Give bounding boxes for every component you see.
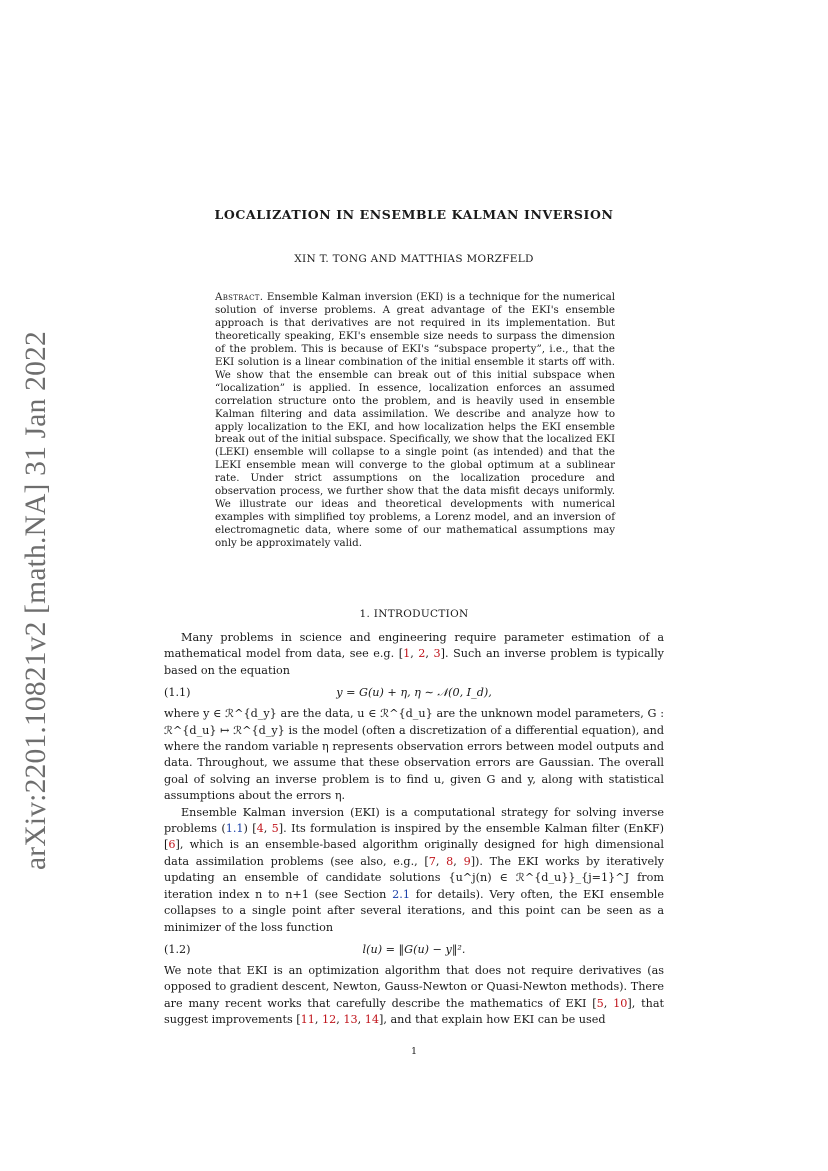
citation-1[interactable]: 1 — [403, 647, 411, 661]
citation-4[interactable]: 4 — [256, 822, 264, 836]
abstract — [215, 291, 615, 550]
citation-13[interactable]: 13 — [343, 1013, 358, 1027]
citation-8[interactable]: 8 — [446, 854, 454, 868]
equation-1-1 — [164, 679, 664, 706]
abstract-heading: Abstract. — [215, 291, 264, 303]
arxiv-identifier: arXiv:2201.10821v2 [math.NA] 31 Jan 2022 — [20, 331, 52, 870]
citation-2[interactable]: 2 — [418, 647, 426, 661]
paragraph-4: We note that EKI is an optimization algorithm that does not require derivatives (as opposed to gradient descent, Newton, Gauss-Newton or Quasi-Newton methods). There are many recent works that carefully describe the mathematics of EKI [5, 10], that suggest improvements [11, 12, 13, 14], and that explain how EKI can be used — [164, 963, 665, 1027]
citation-14[interactable]: 14 — [364, 1013, 380, 1027]
abstract-text: Ensemble Kalman inversion (EKI) is a technique for the numerical solution of inverse problems. A great advantage of the EKI's ensemble approach is that derivatives are not required in its implementation. But theoretically speaking, EKI's ensemble size needs to surpass the dimension of the problem. This is because of EKI's “subspace property”, i.e., that the EKI solution is a linear combination of the initial ensemble it starts off with. We show that the ensemble can break out of this initial subspace when “localization” is applied. In essence, localization enforces an assumed correlation structure onto the problem, and is heavily used in ensemble Kalman filtering and data assimilation. We describe and analyze how to apply localization to the EKI, and how localization helps the EKI ensemble break out of the initial subspace. Specifically, we show that the localized EKI (LEKI) ensemble will collapse to a single point (as intended) and that the LEKI ensemble mean will converge to the global optimum at a sublinear rate. Under strict assumptions on the localization procedure and observation process, we further show that the data misfit decays uniformly. We illustrate our ideas and theoretical developments with numerical examples with simplified toy problems, a Lorenz model, and an inversion of electromagnetic data, where some of our mathematical assumptions may only be approximately valid. — [215, 291, 616, 550]
citation-12[interactable]: 12 — [322, 1013, 337, 1027]
equation-number: (1.2) — [164, 942, 191, 956]
equation-reference[interactable]: 1.1 — [225, 822, 244, 836]
citation-5[interactable]: 5 — [271, 822, 279, 836]
citation-10[interactable]: 10 — [613, 996, 628, 1010]
citation-11[interactable]: 11 — [300, 1013, 315, 1027]
section-reference[interactable]: 2.1 — [392, 887, 410, 901]
equation-1-2 — [164, 936, 664, 963]
paragraph-1: Many problems in science and engineering require parameter estimation of a mathematical model from data, see e.g. [1, 2, 3]. Such an inverse problem is typically based on the equation — [164, 631, 664, 677]
paragraph-2: where y ∈ ℛ^{d_y} are the data, u ∈ ℛ^{d_u} are the unknown model parameters, G : ℛ^{d_u} ↦ ℛ^{d_y} is the model (often a discretization of a differential equation), and where the random variable η represents observation errors between model outputs and data. Throughout, we assume that these observation errors are Gaussian. The overall goal of solving an inverse problem is to find u, given G and y, along with statistical assumptions about the errors η. — [164, 707, 664, 803]
paragraph-3: Ensemble Kalman inversion (EKI) is a computational strategy for solving inverse problems (1.1) [4, 5]. Its formulation is inspired by the ensemble Kalman filter (EnKF) [6], which is an ensemble-based algorithm originally designed for high dimensional data assimilation problems (see also, e.g., [7, 8, 9]). The EKI works by iteratively updating an ensemble of candidate solutions {u^j(n) ∈ ℛ^{d_u}}_{j=1}^J from iteration index n to n+1 (see Section 2.1 for details). Very often, the EKI ensemble collapses to a single point after several iterations, and this point can be seen as a minimizer of the loss function — [164, 805, 664, 934]
equation-number: (1.1) — [164, 686, 191, 700]
paper-authors: XIN T. TONG AND MATTHIAS MORZFELD — [294, 253, 534, 265]
equation-body: l(u) = ‖G(u) − y‖². — [362, 942, 466, 956]
citation-3[interactable]: 3 — [433, 647, 441, 661]
citation-9[interactable]: 9 — [463, 854, 471, 868]
section-heading: 1. INTRODUCTION — [359, 608, 469, 620]
citation-6[interactable]: 6 — [168, 838, 176, 852]
citation-5[interactable]: 5 — [596, 996, 604, 1010]
body-text — [164, 630, 664, 1029]
page-number: 1 — [410, 1046, 418, 1057]
equation-body: y = G(u) + η, η ∼ 𝒩(0, I_d), — [336, 686, 492, 700]
citation-7[interactable]: 7 — [428, 854, 436, 868]
paper-title: LOCALIZATION IN ENSEMBLE KALMAN INVERSION — [214, 207, 614, 222]
